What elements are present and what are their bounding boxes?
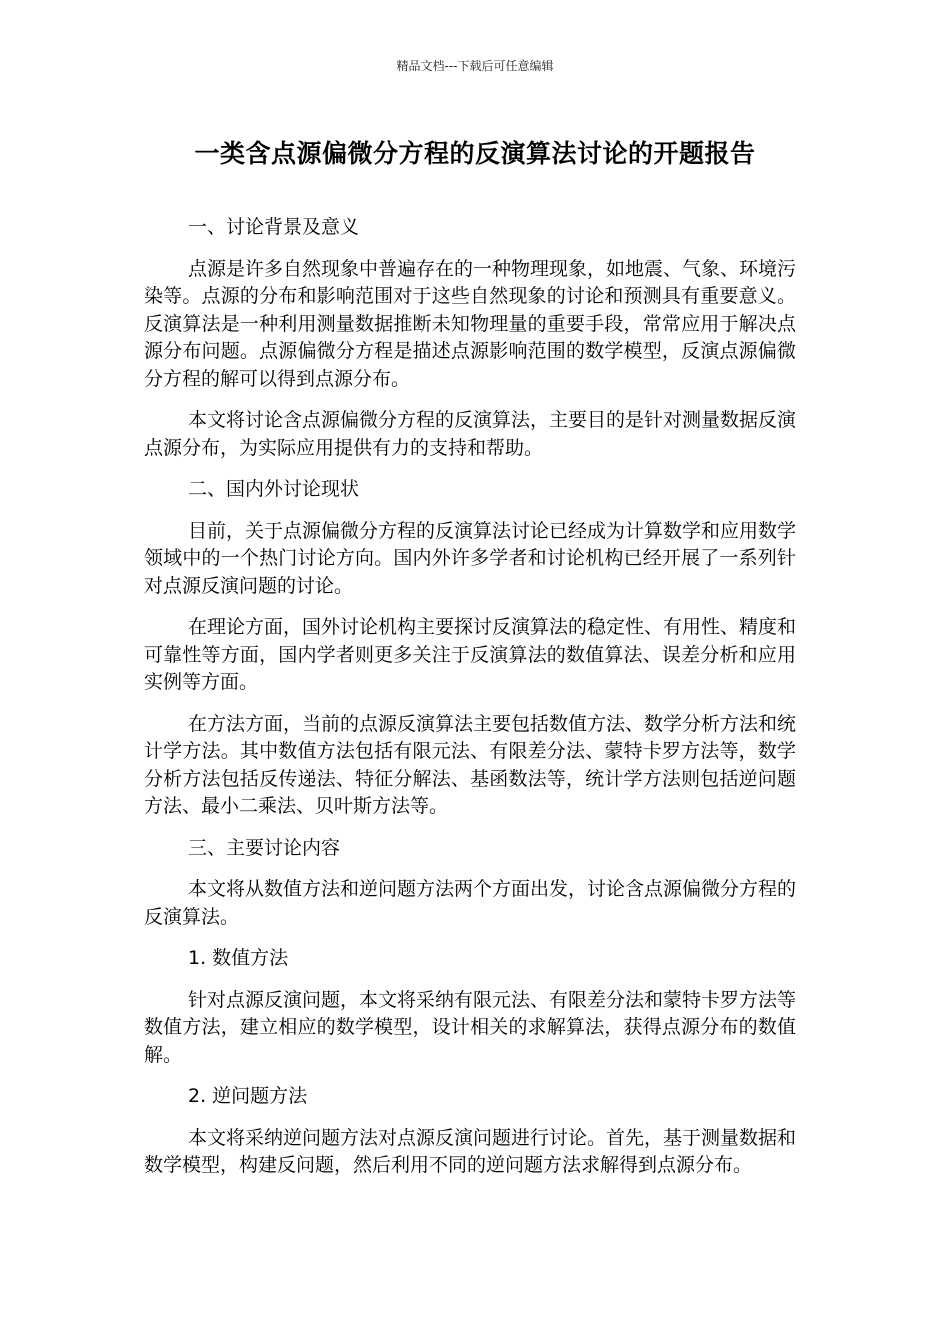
section-heading-content: 三、主要讨论内容 <box>188 836 341 859</box>
section-heading-status: 二、国内外讨论现状 <box>188 478 360 500</box>
document-body <box>144 214 796 1194</box>
paragraph: 在理论方面，国外讨论机构主要探讨反演算法的稳定性、有用性、精度和可靠性等方面，国内学者则更多关注于反演算法的数值算法、误差分析和应用实例等方面。 <box>144 616 797 693</box>
section-heading-background: 一、讨论背景及意义 <box>188 216 360 238</box>
paragraph: 在方法方面，当前的点源反演算法主要包括数值方法、数学分析方法和统计学方法。其中数值方法包括有限元法、有限差分法、蒙特卡罗方法等，数学分析方法包括反传递法、特征分解法、基函数法等，统计学方法则包括逆问题方法、最小二乘法、贝叶斯方法等。 <box>144 712 797 817</box>
paragraph: 本文将从数值方法和逆问题方法两个方面出发，讨论含点源偏微分方程的反演算法。 <box>144 878 797 928</box>
paragraph: 本文将采纳逆问题方法对点源反演问题进行讨论。首先，基于测量数据和数学模型，构建反问题，然后利用不同的逆问题方法求解得到点源分布。 <box>144 1126 797 1176</box>
paragraph: 针对点源反演问题，本文将采纳有限元法、有限差分法和蒙特卡罗方法等数值方法，建立相应的数学模型，设计相关的求解算法，获得点源分布的数值解。 <box>144 988 797 1066</box>
subsection-heading-inverse: 2. 逆问题方法 <box>188 1085 308 1107</box>
header-note: 精品文档---下载后可任意编辑 <box>396 59 554 73</box>
paragraph: 本文将讨论含点源偏微分方程的反演算法，主要目的是针对测量数据反演点源分布，为实际应用提供有力的支持和帮助。 <box>144 409 797 459</box>
document-title: 一类含点源偏微分方程的反演算法讨论的开题报告 <box>194 139 756 168</box>
paragraph: 点源是许多自然现象中普遍存在的一种物理现象，如地震、气象、环境污染等。点源的分布和影响范围对于这些自然现象的讨论和预测具有重要意义。反演算法是一种利用测量数据推断未知物理量的重要手段，常常应用于解决点源分布问题。点源偏微分方程是描述点源影响范围的数学模型，反演点源偏微分方程的解可以得到点源分布。 <box>144 257 797 390</box>
subsection-heading-numerical: 1. 数值方法 <box>188 947 289 969</box>
paragraph: 目前，关于点源偏微分方程的反演算法讨论已经成为计算数学和应用数学领域中的一个热门讨论方向。国内外许多学者和讨论机构已经开展了一系列针对点源反演问题的讨论。 <box>144 519 797 597</box>
